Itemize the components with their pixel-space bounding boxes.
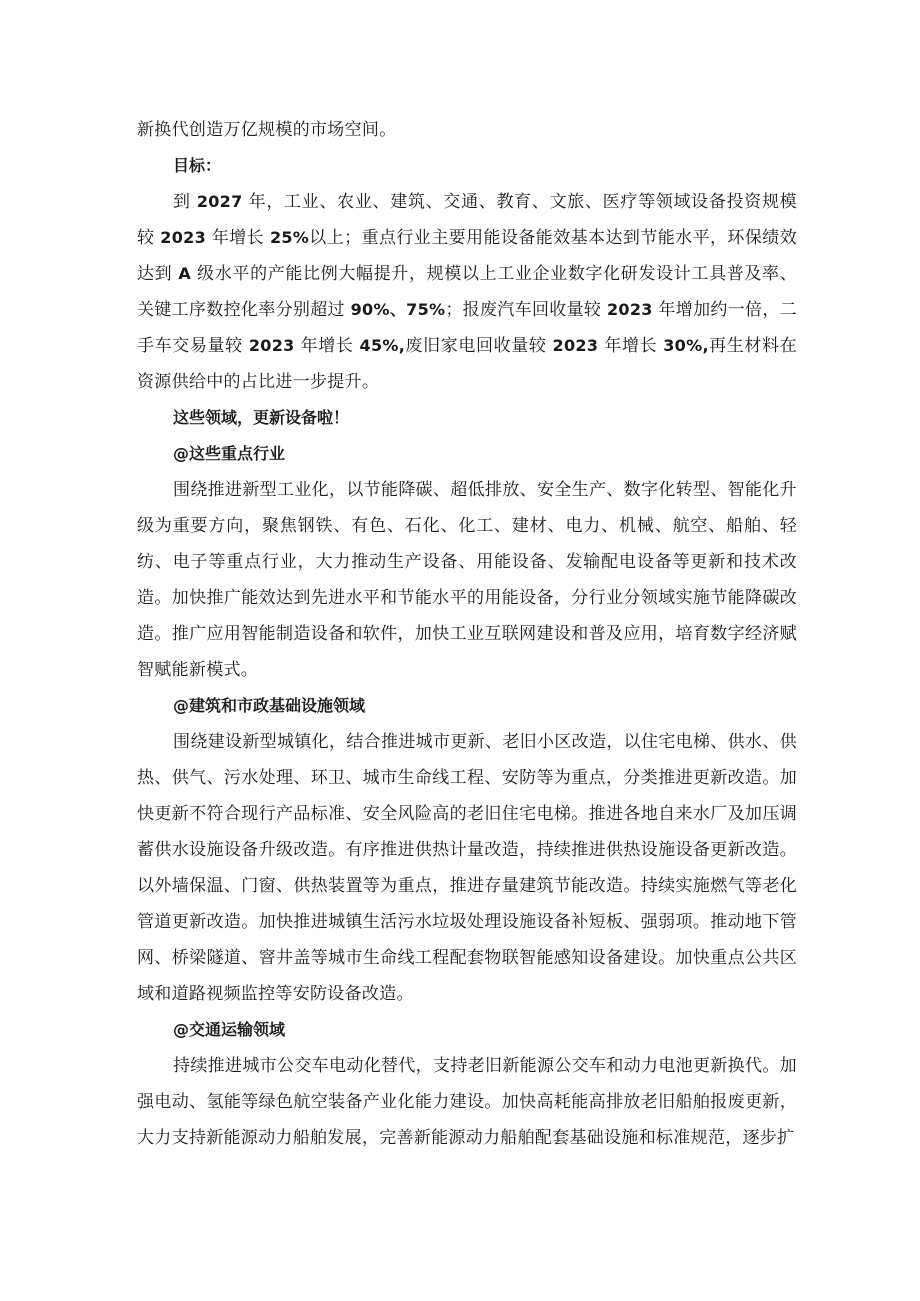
goal-text: 年增长 [206, 228, 270, 248]
goal-percent-75: 75% [406, 300, 446, 319]
goal-percent-45: 45%, [359, 336, 406, 355]
goal-year-2023: 2023 [552, 336, 599, 355]
section-body-construction: 围绕建设新型城镇化，结合推进城市更新、老旧小区改造，以住宅电梯、供水、供热、供气、污水处理、环卫、城市生命线工程、安防等为重点，分类推进更新改造。加快更新不符合现行产品标准、安全风险高的老旧住宅电梯。推进各地自来水厂及加压调蓄供水设施设备升级改造。有序推进供热计量改造，持续推进供热设施设备更新改造。以外墙保温、门窗、供热装置等为重点，推进存量建筑节能改造。持续实施燃气等老化管道更新改造。加快推进城镇生活污水垃圾处理设施设备补短板、强弱项。推动地下管网、桥梁隧道、窨井盖等城市生命线工程配套物联智能感知设备建设。加快重点公共区域和道路视频监控等安防设备改造。 [137, 732, 797, 1004]
goal-heading: 目标： [173, 156, 222, 175]
goal-text: ；报废汽车回收量较 [445, 300, 607, 320]
goal-text: 年增长 [294, 336, 360, 356]
goal-year-2023: 2023 [160, 228, 206, 247]
goal-text: 废旧家电回收量较 [405, 336, 553, 356]
goal-percent-90: 90% [350, 300, 390, 319]
section-body-transport: 持续推进城市公交车电动化替代，支持老旧新能源公交车和动力电池更新换代。加强电动、氢能等绿色航空装备产业化能力建设。加快高耗能高排放老旧船舶报废更新，大力支持新能源动力船舶发展，完善新能源动力船舶配套基础设施和标准规范，逐步扩 [137, 1056, 797, 1148]
goal-text: 、 [389, 300, 407, 319]
areas-heading: 这些领域，更新设备啦！ [173, 408, 350, 427]
goal-grade-a: A [178, 264, 192, 283]
goal-year-2023: 2023 [606, 300, 653, 319]
section-body-industry: 围绕推进新型工业化，以节能降碳、超低排放、安全生产、数字化转型、智能化升级为重要方向，聚焦钢铁、有色、石化、化工、建材、电力、机械、航空、船舶、轻纺、电子等重点行业，大力推动生产设备、用能设备、发输配电设备等更新和技术改造。加快推广能效达到先进水平和节能水平的用能设备，分行业分领域实施节能降碳改造。推广应用智能制造设备和软件，加快工业互联网建设和普及应用，培育数字经济赋智赋能新模式。 [137, 480, 797, 680]
goal-text: 以上；重点行业主要用能设备能效基本达到节能水平，环保绩效达到 [137, 228, 798, 284]
goal-paragraph [137, 184, 797, 400]
goal-year-2027: 2027 [196, 192, 243, 211]
goal-text: 级水平的产能比例大幅提升，规模以上工业企业数字化研发设计工具普及率、关键工序数控化率分别超过 [137, 264, 797, 320]
goal-text: 年，工业、农业、建筑、交通、教育、文旅、医疗等领域设备投资规模较 [137, 192, 797, 248]
goal-text: 年增长 [598, 336, 664, 356]
goal-percent-30: 30%, [663, 336, 709, 355]
section-heading-transport: @交通运输领域 [173, 1020, 286, 1039]
document-page [137, 112, 797, 1156]
goal-text: 年增加约一倍，二手车交易量较 [137, 300, 797, 356]
goal-percent-25: 25% [269, 228, 310, 247]
section-heading-construction: @建筑和市政基础设施领域 [173, 696, 366, 715]
intro-tail-paragraph: 新换代创造万亿规模的市场空间。 [137, 120, 397, 140]
goal-year-2023: 2023 [248, 336, 295, 355]
goal-text: 再生材料在资源供给中的占比进一步提升。 [137, 336, 797, 392]
goal-text: 到 [173, 192, 197, 212]
section-heading-industry: @这些重点行业 [173, 444, 286, 463]
